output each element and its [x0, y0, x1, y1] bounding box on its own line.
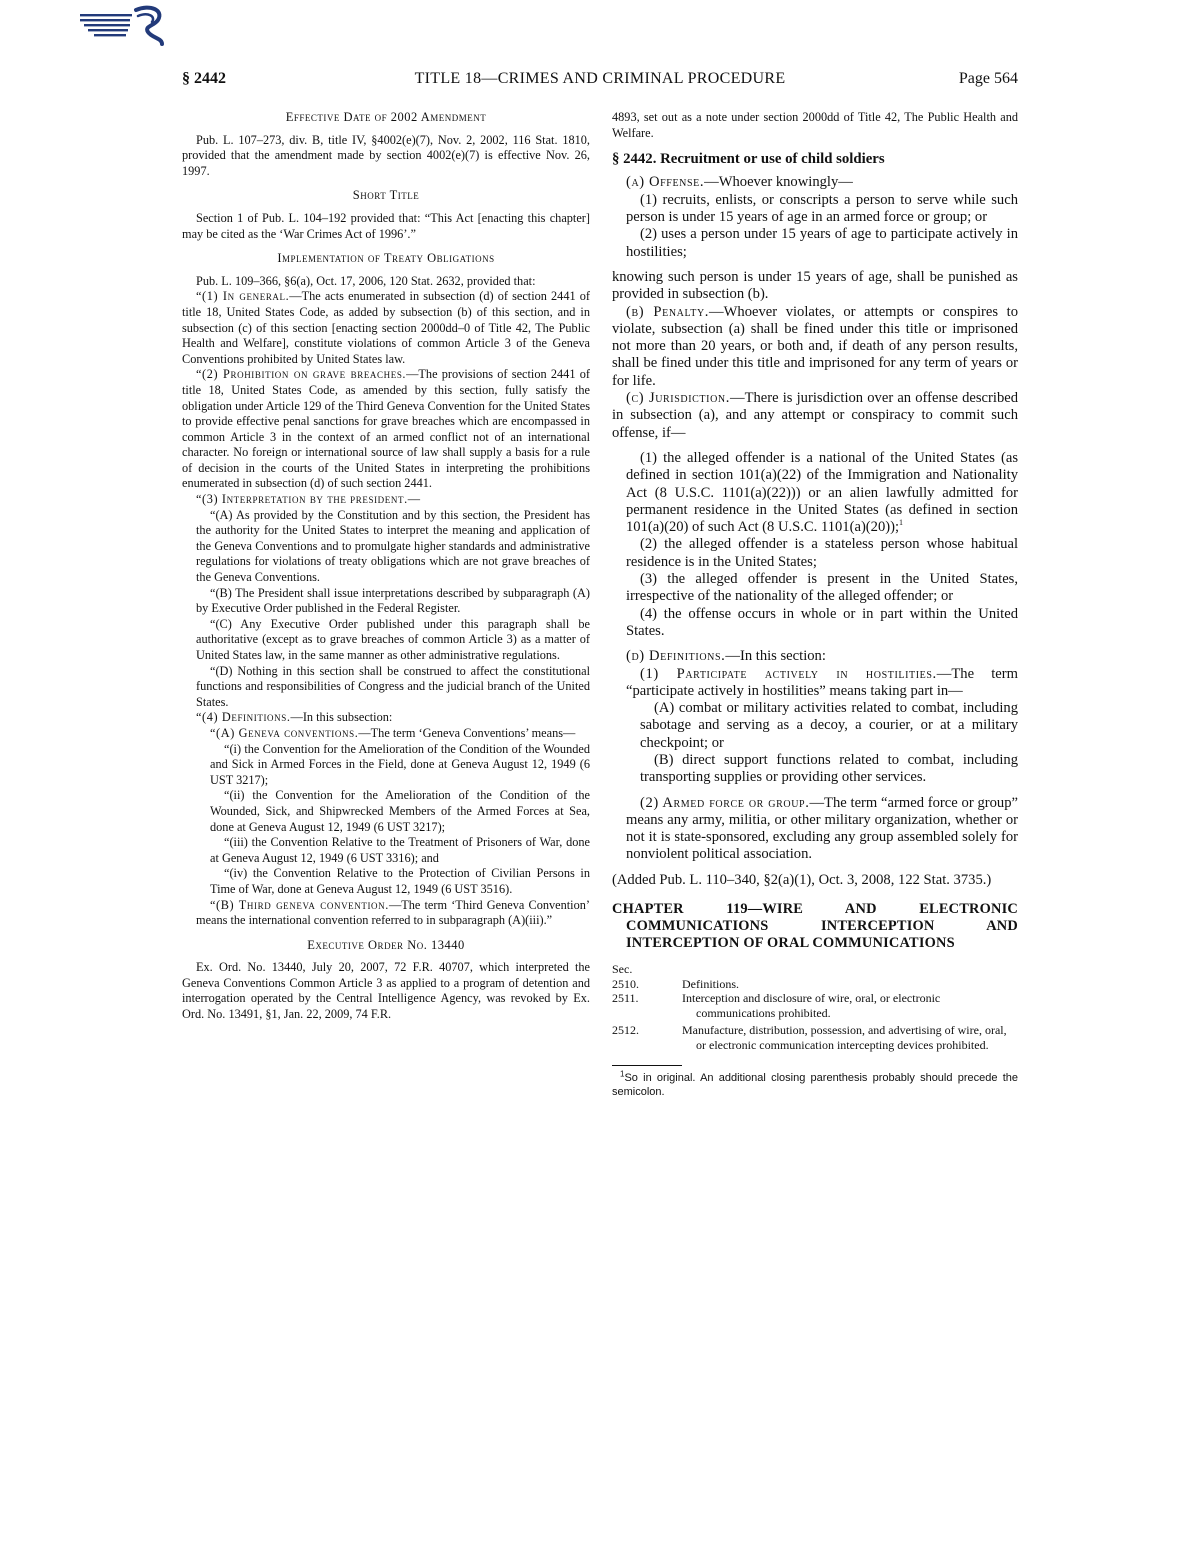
- note-paragraph: “(1) In general.—The acts enumerated in subsection (d) of section 2441 of title 18, United States Code, as added by subsection (b) of this section, and in subsection (c) of this section [enacting section 2000dd–0 of Title 42, The Public Health and Welfare], constitute violations of common Article 3 of the Geneva Conventions prohibited by United States law.: [182, 289, 590, 366]
- note-paragraph: “(iii) the Convention Relative to the Treatment of Prisoners of War, done at Geneva August 12, 1949 (6 UST 3316); and: [210, 835, 590, 865]
- subsection-heading: (d) Definitions.: [626, 648, 726, 665]
- note-paragraph: “(D) Nothing in this section shall be construed to affect the constitutional functions and responsibilities of Congress and the judicial branch of the United States.: [196, 663, 590, 709]
- subsection: (b) Penalty.—Whoever violates, or attempts or conspires to violate, subsection (a) shall be fined under this title or imprisoned not more than 20 years, or both and, if death of any person results, shall be fined under this title and imprisoned for any term of years or for life.: [612, 303, 1018, 389]
- subparagraph: (A) combat or military activities related to combat, including sabotage and serving as a decoy, a courier, or at a military checkpoint; or: [640, 700, 1018, 751]
- note-paragraph: “(4) Definitions.—In this subsection:: [196, 710, 393, 725]
- note-paragraph: Ex. Ord. No. 13440, July 20, 2007, 72 F.R. 40707, which interpreted the Geneva Conventions Common Article 3 as applied to a program of detention and interrogation operated by the Central Intelligence Agency, was revoked by Ex. Ord. No. 13491, §1, Jan. 22, 2009, 74 F.R.: [182, 960, 590, 1022]
- note-heading: Effective Date of 2002 Amendment: [285, 110, 487, 124]
- toc-number: 2512.: [612, 1023, 639, 1038]
- footnote-mark: 1: [620, 1068, 625, 1078]
- subsection: (a) Offense.—Whoever knowingly—: [626, 174, 853, 191]
- note-paragraph: “(i) the Convention for the Amelioration of the Condition of the Wounded and Sick in Armed Forces in the Field, done at Geneva August 12, 1949 (6 UST 3217);: [210, 741, 590, 787]
- footnote-ref: 1: [899, 518, 904, 528]
- note-paragraph: “(3) Interpretation by the president.—: [196, 492, 421, 507]
- toc-sec-label: Sec.: [612, 962, 633, 977]
- paragraph-heading: “(4) Definitions.: [196, 710, 291, 725]
- note-heading: Executive Order No. 13440: [307, 937, 465, 952]
- paragraph: (1) the alleged offender is a national of the United States (as defined in section 101(a)(22) of the Immigration and Nationality Act (8 U.S.C. 1101(a)(22))) or an alien lawfully admitted for permanent residence in the United States (as defined in section 101(a)(20) of such Act (8 U.S.C. 1101(a)(20));$^1$: [626, 449, 1018, 536]
- toc-number: 2511.: [612, 991, 639, 1006]
- note-paragraph: Pub. L. 107–273, div. B, title IV, §4002(e)(7), Nov. 2, 2002, 116 Stat. 1810, provided that the amendment made by section 4002(e)(7) is effective Nov. 26, 1997.: [182, 132, 590, 178]
- subsection: (d) Definitions.—In this section:: [626, 648, 826, 665]
- note-paragraph: “(2) Prohibition on grave breaches.—The provisions of section 2441 of title 18, United States Code, as amended by this section, fully satisfy the obligation under Article 129 of the Third Geneva Convention for the United States to provide effective penal sanctions for grave breaches which are encompassed in common Article 3 in the context of an armed conflict not of an international character. No foreign or international source of law shall supply a basis for a rule of decision in the courts of the United States in interpreting the prohibitions enumerated in subsection (d) of such section 2441.: [182, 367, 590, 491]
- footnote: $^1$So in original. An additional closing parenthesis probably should precede the semicolon.: [612, 1068, 1018, 1098]
- note-paragraph: “(C) Any Executive Order published under this paragraph shall be authoritative (except as to grave breaches of common Article 3) as a matter of United States law, in the same manner as other administrative regulations.: [196, 616, 590, 662]
- paragraph: (3) the alleged offender is present in the United States, irrespective of the nationality of the alleged offender; or: [626, 571, 1018, 605]
- toc-text: Manufacture, distribution, possession, and advertising of wire, oral, or electronic communication intercepting devices prohibited.: [682, 1023, 1007, 1053]
- note-paragraph: “(B) Third geneva convention.—The term ‘Third Geneva Convention’ means the international convention referred to in subparagraph (A)(iii).”: [196, 897, 590, 928]
- header-page-number: Page 564: [958, 70, 1018, 87]
- chapter-analysis: [612, 962, 1018, 1053]
- subsection-heading: (c) Jurisdiction.: [626, 390, 730, 407]
- note-heading: Short Title: [352, 188, 420, 203]
- right-column: [612, 110, 1018, 1099]
- flush-text: knowing such person is under 15 years of age, shall be punished as provided in subsection (b).: [612, 268, 1018, 303]
- header-section: § 2442: [182, 70, 226, 87]
- paragraph: (2) uses a person under 15 years of age to participate actively in hostilities;: [626, 226, 1018, 260]
- note-heading: Implementation of Treaty Obligations: [277, 251, 495, 266]
- toc-text: Definitions.: [682, 976, 739, 991]
- note-paragraph: “(iv) the Convention Relative to the Protection of Civilian Persons in Time of War, done at Geneva August 12, 1949 (6 UST 3516).: [210, 866, 590, 896]
- subsection-heading: (a) Offense.: [626, 174, 705, 191]
- paragraph-heading: “(B) Third geneva convention.: [210, 897, 389, 912]
- gpo-logo: [78, 4, 170, 48]
- paragraph-heading: “(A) Geneva conventions.: [210, 725, 359, 740]
- left-column: [182, 110, 590, 1023]
- subsection: (c) Jurisdiction.—There is jurisdiction over an offense described in subsection (a), and any attempt or conspiracy to commit such offense, if—: [612, 390, 1019, 441]
- paragraph-heading: (2) Armed force or group.: [640, 794, 810, 811]
- running-header: [182, 70, 1018, 94]
- subsection-heading: (b) Penalty.: [626, 303, 710, 320]
- paragraph-heading: “(1) In general.: [196, 289, 290, 304]
- source-credit: (Added Pub. L. 110–340, §2(a)(1), Oct. 3, 2008, 122 Stat. 3735.): [612, 871, 992, 888]
- footnote-rule: [612, 1065, 682, 1066]
- section-title: § 2442. Recruitment or use of child soldiers: [612, 151, 885, 168]
- paragraph: (1) recruits, enlists, or conscripts a person to serve while such person is under 15 years of age in an armed force or group; or: [626, 191, 1018, 226]
- paragraph-heading: “(2) Prohibition on grave breaches.: [196, 367, 407, 382]
- note-paragraph: Section 1 of Pub. L. 104–192 provided that: “This Act [enacting this chapter] may be cited as the ‘War Crimes Act of 1996’.”: [182, 210, 590, 241]
- paragraph: (2) Armed force or group.—The term “armed force or group” means any army, militia, or other military organization, whether or not it is state-sponsored, excluding any group assembled solely for nonviolent political association.: [626, 794, 1018, 863]
- note-paragraph: “(ii) the Convention for the Amelioration of the Condition of the Wounded, Sick, and Shipwrecked Members of the Armed Forces at Sea, done at Geneva August 12, 1949 (6 UST 3217);: [210, 788, 590, 834]
- paragraph-heading: “(3) Interpretation by the president.: [196, 492, 408, 507]
- note-paragraph: “(B) The President shall issue interpretations described by subparagraph (A) by Executive Order published in the Federal Register.: [196, 585, 590, 616]
- header-title: TITLE 18—CRIMES AND CRIMINAL PROCEDURE: [414, 70, 786, 87]
- toc-text: Interception and disclosure of wire, oral, or electronic communications prohibited.: [682, 991, 941, 1020]
- toc-number: 2510.: [612, 976, 639, 991]
- note-paragraph: Pub. L. 109–366, §6(a), Oct. 17, 2006, 120 Stat. 2632, provided that:: [196, 273, 536, 288]
- chapter-heading: CHAPTER 119—WIRE AND ELECTRONIC COMMUNICATIONS INTERCEPTION AND INTERCEPTION OF ORAL COMMUNICATIONS: [612, 901, 1018, 952]
- continued-paragraph: 4893, set out as a note under section 2000dd of Title 42, The Public Health and Welfare.: [612, 110, 1018, 140]
- paragraph-heading: (1) Participate actively in hostilities.: [640, 665, 937, 682]
- note-paragraph: “(A) As provided by the Constitution and by this section, the President has the authority for the United States to interpret the meaning and application of the Geneva Conventions and to promulgate higher standards and administrative regulations for violations of treaty obligations which are not grave breaches of the Geneva Conventions.: [196, 507, 590, 585]
- paragraph: (1) Participate actively in hostilities.—The term “participate actively in hostilities” means taking part in—: [626, 665, 1018, 699]
- note-paragraph: “(A) Geneva conventions.—The term ‘Geneva Conventions’ means—: [210, 725, 576, 740]
- paragraph: (2) the alleged offender is a stateless person whose habitual residence is in the United States;: [626, 536, 1018, 570]
- paragraph: (4) the offense occurs in whole or in part within the United States.: [626, 605, 1018, 639]
- subparagraph: (B) direct support functions related to combat, including transporting supplies or providing other services.: [640, 751, 1018, 786]
